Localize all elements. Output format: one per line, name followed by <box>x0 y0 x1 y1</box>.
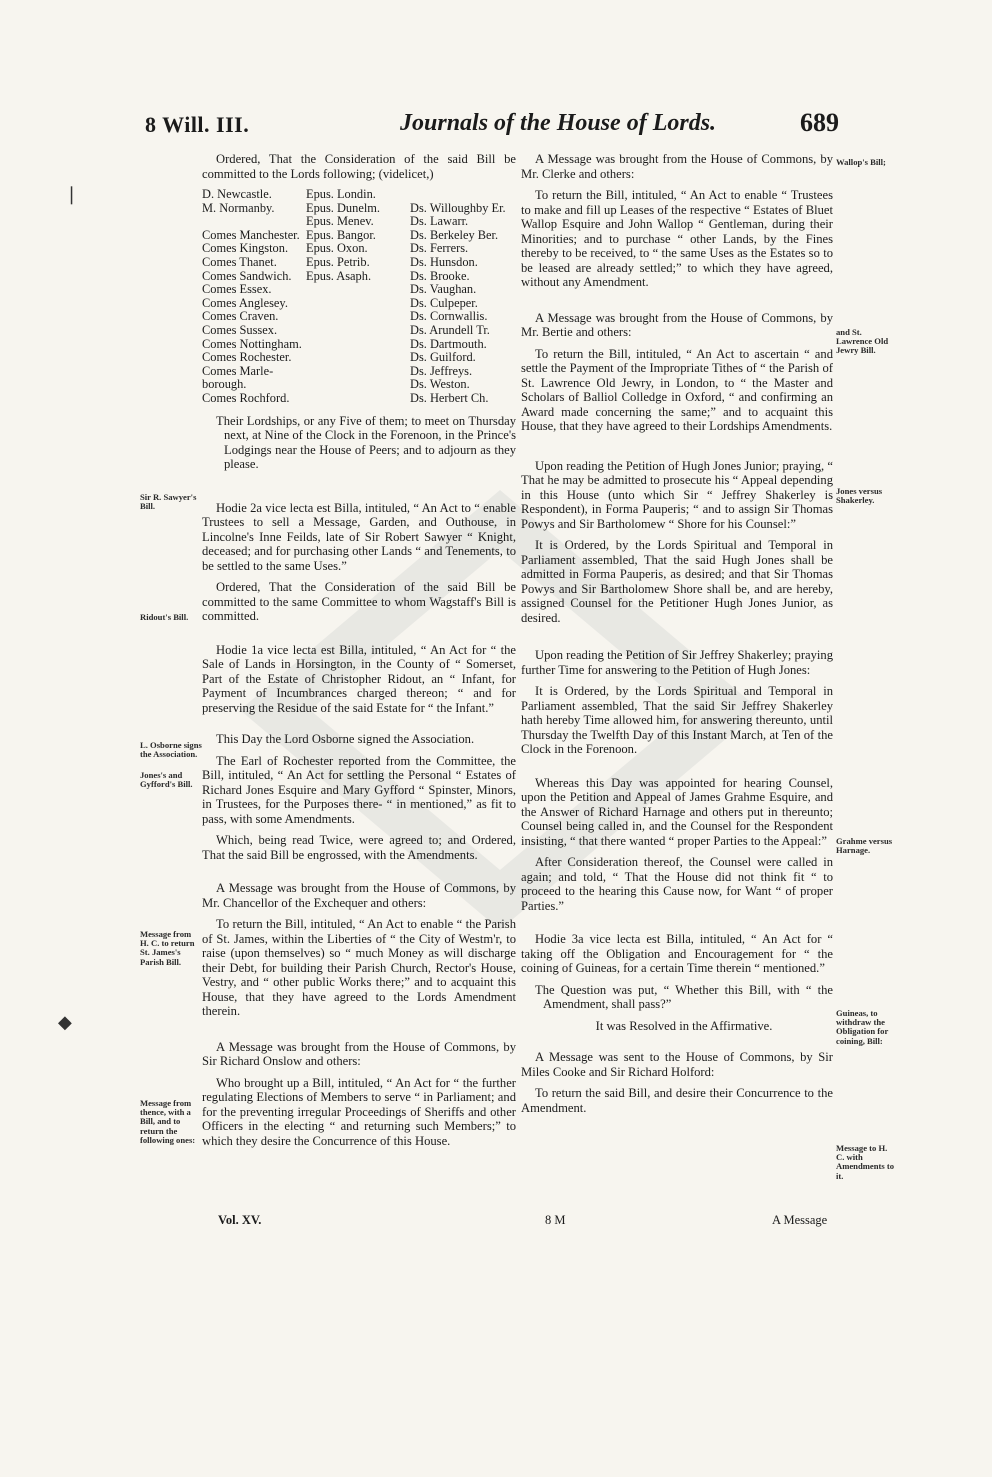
elections-bill-paragraph: Who brought up a Bill, intituled, “ An Act for “ the further regulating Elections of Members to serve “ in Parliament; and for the preventing irregular Proceedings of Sheriffs and other Officers in the electing “ and returning such Members;” to which they desire the Concurrence of this House. <box>202 1075 516 1148</box>
margin-note-sawyer: Sir R. Sawyer's Bill. <box>140 492 197 512</box>
lord-entry: Ds. Lawarr. <box>410 214 469 229</box>
margin-note-wallop: Wallop's Bill; <box>836 157 886 167</box>
ridout-bill-paragraph: Hodie 1a vice lecta est Billa, intituled, “ An Act for “ the Sale of Lands in Horsington, in the County of “ Somerset, Part of the Estate of Christopher Ridout, an “ Infant, for Payment of Incumbrances charged thereon; “ and for preserving the Residue of the said Estate for “ the Infant.” <box>202 642 516 715</box>
question-paragraph: The Question was put, “ Whether this Bill, with “ the Amendment, shall pass?” <box>535 982 833 1011</box>
lord-entry: Epus. Asaph. <box>306 268 372 283</box>
shakerley-petition-paragraph: Upon reading the Petition of Sir Jeffrey Shakerley; praying further Time for answering to the Petition of Hugh Jones: <box>521 648 833 677</box>
lord-entry: Ds. Vaughan. <box>410 282 477 297</box>
guineas-bill-paragraph: Hodie 3a vice lecta est Billa, intituled, “ An Act for “ taking off the Obligation and Encouragement for “ the coining of Guineas, for a certain Time therein “ mentioned.” <box>521 932 833 975</box>
lord-entry: Ds. Jeffreys. <box>410 363 473 378</box>
message-onslow-paragraph: A Message was brought from the House of Commons, by Sir Richard Onslow and others: <box>202 1039 516 1068</box>
lord-entry: Epus. Petrib. <box>306 254 370 269</box>
message-exchequer-paragraph: A Message was brought from the House of Commons, by Mr. Chancellor of the Exchequer and others: <box>202 881 516 910</box>
lord-entry: Ds. Berkeley Ber. <box>410 227 499 242</box>
left-column <box>202 152 516 1155</box>
osborne-paragraph: This Day the Lord Osborne signed the Association. <box>216 732 475 746</box>
lord-entry <box>306 310 410 324</box>
lord-entry: M. Normanby. <box>202 200 275 215</box>
lord-entry: Ds. Dartmouth. <box>410 336 487 351</box>
lord-entry: borough. <box>202 377 247 392</box>
amendments-agreed-paragraph: Which, being read Twice, were agreed to; and Ordered, That the said Bill be engrossed, with the Amendments. <box>202 833 516 862</box>
margin-note-msg-stjames: Message from H. C. to return St. James's Parish Bill. <box>140 929 195 967</box>
sawyer-commit-paragraph: Ordered, That the Consideration of the said Bill be committed to the same Committee to whom Wagstaff's Bill is committed. <box>202 580 516 623</box>
grahme-hearing-paragraph: Whereas this Day was appointed for hearing Counsel, upon the Petition and Appeal of James Grahme Esquire, and the Answer of Richard Harnage and others put in thereunto; Counsel being called in, and the Counsel for the Respondent insisting, “ that there wanted “ proper Parties to the Appeal:” <box>521 775 833 848</box>
footer-signature: 8 M <box>545 1213 566 1227</box>
jones-order-paragraph: It is Ordered, by the Lords Spiritual and Temporal in Parliament assembled, That the said Hugh Jones shall be admitted in Forma Pauperis, as desired; and that Sir Thomas Powys and Sir Bartholomew Shore shall be, and are hereby, assigned Counsel for the Petitioner Hugh Jones Junior, as desired. <box>521 538 833 625</box>
diamond-mark-icon: ◆ <box>58 1012 72 1032</box>
margin-note-ridout: Ridout's Bill. <box>140 612 189 622</box>
lord-entry: Epus. Bangor. <box>306 227 376 242</box>
sawyer-bill-paragraph: Hodie 2a vice lecta est Billa, intituled, “ An Act to “ enable Trustees to sell a Message, Garden, and Outhouse, in Lincolne's Inne Feilds, late of Sir Robert Sawyer “ Knight, deceased; and for purchasing other Lands “ and Tenements, to be settled to the same Uses.” <box>202 500 516 573</box>
page-header <box>0 108 992 148</box>
lord-entry: Epus. Oxon. <box>306 241 368 256</box>
lord-entry: Ds. Willoughby Er. <box>410 200 506 215</box>
lord-entry: Comes Sussex. <box>202 322 278 337</box>
lawrence-bill-paragraph: To return the Bill, intituled, “ An Act to ascertain “ and settle the Payment of the Impropriate Tithes of “ the Parish of St. Lawrence Old Jewry, in London, to “ the Master and Scholars of Balliol Colledge in Oxford, “ and confirming an Award made concerning the same;” and to acquaint this House, that they have agreed to their Lordships Amendments. <box>521 346 833 433</box>
lord-entry: Comes Rochford. <box>202 390 290 405</box>
right-column <box>521 152 833 1122</box>
lord-entry: Comes Nottingham. <box>202 336 302 351</box>
lord-entry: Ds. Weston. <box>410 377 470 392</box>
lord-entry: Epus. Menev. <box>306 214 374 229</box>
return-bill-paragraph: To return the said Bill, and desire their Concurrence to the Amendment. <box>521 1086 833 1115</box>
lord-entry: Ds. Ferrers. <box>410 241 469 256</box>
rochester-report-paragraph: The Earl of Rochester reported from the Committee, the Bill, intituled, “ An Act for settling the Personal “ Estates of Richard Jones Esquire and Mary Gyfford “ Spinster, Minors, in Trustees, for the Purposes there- “ in mentioned,” as fit to pass, with some Amendments. <box>202 753 516 826</box>
lord-entry: Comes Rochester. <box>202 350 292 365</box>
footer-volume: Vol. XV. <box>218 1213 262 1227</box>
margin-note-lawrence: and St. Lawrence Old Jewry Bill. <box>836 327 889 356</box>
lord-entry: Ds. Hunsdon. <box>410 254 478 269</box>
stjames-bill-paragraph: To return the Bill, intituled, “ An Act to enable “ the Parish of St. James, within the Liberties of “ the City of Westm'r, to raise (upon themselves) so “ much Money as will discharge their Debt, for building their Parish Church, Rector's House, Vestry, and “ other public Works there;” and to acquaint this House, that they have agreed to the Lords Amendment therein. <box>202 917 516 1018</box>
resolved-paragraph: It was Resolved in the Affirmative. <box>595 1018 773 1033</box>
lord-entry: Ds. Guilford. <box>410 350 476 365</box>
lord-entry: Comes Kingston. <box>202 241 289 256</box>
lord-entry: Comes Essex. <box>202 282 272 297</box>
lord-entry: Ds. Culpeper. <box>410 295 478 310</box>
lord-entry: Ds. Brooke. <box>410 268 470 283</box>
margin-note-jones: Jones's and Gyfford's Bill. <box>140 770 193 790</box>
header-regnal-year: 8 Will. III. <box>145 112 250 137</box>
lord-entry: Ds. Herbert Ch. <box>410 390 489 405</box>
lord-entry: Comes Anglesey. <box>202 295 288 310</box>
shakerley-order-paragraph: It is Ordered, by the Lords Spiritual and Temporal in Parliament assembled, That the said Sir Jeffrey Shakerley hath hereby Time allowed him, for answering thereunto, until Thursday the Twelfth Day of this Instant March, at Ten of the Clock in the Forenoon. <box>521 684 833 756</box>
margin-note-msg-hc: Message to H. C. with Amendments to it. <box>836 1143 895 1181</box>
stray-mark-icon: ❘ <box>64 184 80 204</box>
margin-note-osborne: L. Osborne signs the Association. <box>140 740 202 760</box>
page-number: 689 <box>800 108 839 137</box>
lord-entry <box>306 378 410 392</box>
jones-petition-paragraph: Upon reading the Petition of Hugh Jones Junior; praying, “ That he may be admitted to prosecute his “ Appeal depending in this House (unto which Sir “ Jeffrey Shakerley is Respondent), in Forma Pauperis; “ and to assign Sir Thomas Powys and Sir Bartholomew “ Shore for his Counsel:” <box>521 458 833 531</box>
lords-meeting-paragraph: Their Lordships, or any Five of them; to meet on Thursday next, at Nine of the Clock in the Forenoon, in the Prince's Lodgings near the House of Peers; and to adjourn as they please. <box>216 413 516 471</box>
lord-entry <box>306 297 410 311</box>
margin-note-grahme: Grahme versus Harnage. <box>836 836 893 856</box>
message-sent-paragraph: A Message was sent to the House of Commons, by Sir Miles Cooke and Sir Richard Holford: <box>521 1050 833 1079</box>
header-title: Journals of the House of Lords. <box>400 110 717 136</box>
lord-entry: Comes Marle- <box>202 363 274 378</box>
lord-entry <box>306 351 410 365</box>
lord-entry: Comes Manchester. <box>202 227 300 242</box>
footer-catchword: A Message <box>772 1213 828 1227</box>
lord-entry: Ds. Arundell Tr. <box>410 322 490 337</box>
margin-note-msg-thence: Message from thence, with a Bill, and to return the following ones: <box>140 1098 196 1145</box>
lord-entry <box>306 283 410 297</box>
message-clerke-paragraph: A Message was brought from the House of Commons, by Mr. Clerke and others: <box>521 152 833 181</box>
lord-entry: Comes Craven. <box>202 309 279 324</box>
lord-entry <box>410 188 516 202</box>
lord-entry <box>306 365 410 379</box>
lord-entry: Ds. Cornwallis. <box>410 309 488 324</box>
lord-entry: Epus. Londin. <box>306 187 376 201</box>
message-bertie-paragraph: A Message was brought from the House of Commons, by Mr. Bertie and others: <box>521 310 833 339</box>
lord-entry: Comes Sandwich. <box>202 268 292 283</box>
grahme-consideration-paragraph: After Consideration thereof, the Counsel were called in again; and told, “ That the House did not think fit “ to proceed to the hearing this Cause now, for Want “ of proper Parties.” <box>521 855 833 913</box>
wallop-bill-paragraph: To return the Bill, intituled, “ An Act to enable “ Trustees to make and fill up Leases of the respective “ Estates of Bluet Wallop Esquire and John Wallop “ Gentleman, during their Minorities; and to purchase “ other Lands, by the Fines thereby to be received, to “ the same Uses as the Estates so to be leased are already settled;” to which they have agreed, without any Amendment. <box>521 188 833 289</box>
order-commit-paragraph: Ordered, That the Consideration of the said Bill be committed to the Lords following; (videlicet,) <box>202 152 516 181</box>
lord-entry: Epus. Dunelm. <box>306 200 380 215</box>
margin-note-jones-shakerley: Jones versus Shakerley. <box>836 486 883 506</box>
lord-entry <box>202 215 306 229</box>
margin-note-guineas: Guineas, to withdraw the Obligation for coining, Bill: <box>836 1008 889 1046</box>
lord-entry <box>306 338 410 352</box>
lord-entry: Comes Thanet. <box>202 254 277 269</box>
lord-entry <box>306 392 410 406</box>
lord-entry: D. Newcastle. <box>202 187 272 201</box>
lord-entry <box>306 324 410 338</box>
lords-list <box>202 188 516 406</box>
